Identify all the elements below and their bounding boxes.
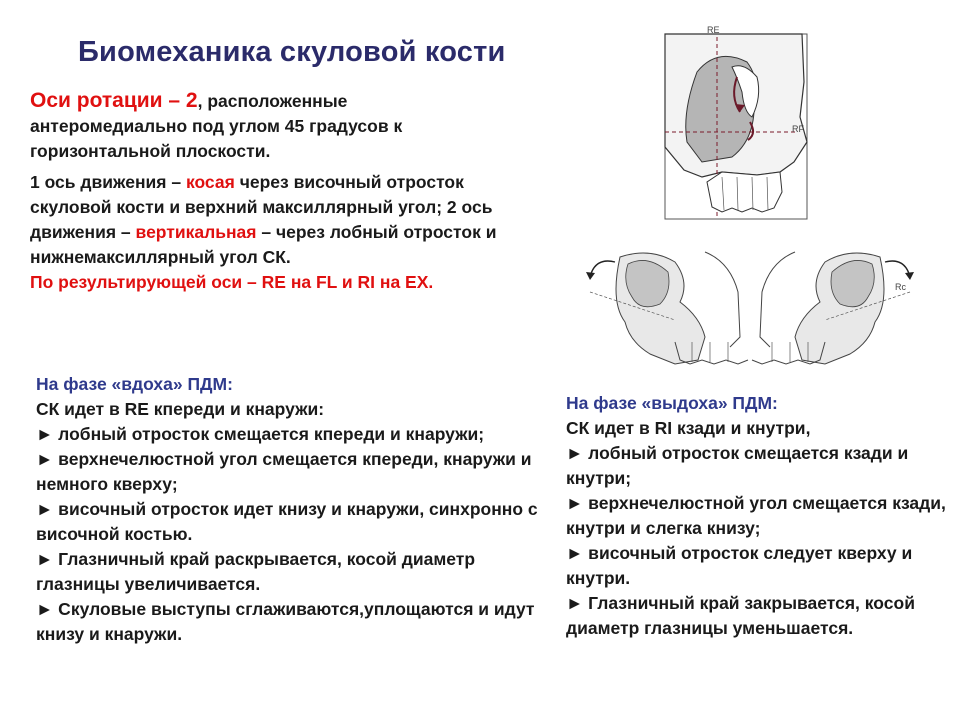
axis-description — [30, 170, 500, 270]
exhale-heading: На фазе «выдоха» ПДМ: — [566, 393, 778, 413]
rotation-axes-heading: Оси ротации – 2 — [30, 89, 198, 112]
inhale-item: ► Скуловые выступы сглаживаются,уплощаются и идут книзу и кнаружи. — [36, 599, 535, 644]
inhale-item: ► верхнечелюстной угол смещается кпереди, кнаружи и немного кверху; — [36, 449, 532, 494]
axis-1-label: 1 ось движения – — [30, 172, 186, 192]
side-label-top: RE — [707, 25, 720, 35]
inhale-phase-block — [36, 372, 546, 647]
exhale-subheading: СК идет в RI кзади и кнутри, — [566, 418, 811, 438]
exhale-item: ► Глазничный край закрывается, косой диаметр глазницы уменьшается. — [566, 593, 915, 638]
exhale-phase-block — [566, 391, 946, 641]
rotation-axes-description: , расположенные антеромедиально под углом 45 градусов к горизонтальной плоскости. — [30, 91, 403, 161]
exhale-item: ► верхнечелюстной угол смещается кзади, кнутри и слегка книзу; — [566, 493, 946, 538]
inhale-item: ► височный отросток идет книзу и кнаружи, синхронно с височной костью. — [36, 499, 538, 544]
inhale-subheading: СК идет в RE кпереди и кнаружи: — [36, 399, 325, 419]
axis-1-description: через височный отросток скуловой кости и верхний максиллярный угол; 2 ось движения – — [30, 172, 493, 242]
resultant-axis-text: По результирующей оси – RE на FL и RI на EX. — [30, 272, 434, 292]
inhale-item: ► Глазничный край раскрывается, косой диаметр глазницы увеличивается. — [36, 549, 476, 594]
exhale-item: ► лобный отросток смещается кзади и кнутри; — [566, 443, 909, 488]
rotation-axes-text — [30, 88, 500, 164]
page-title: Биомеханика скуловой кости — [78, 36, 506, 68]
inhale-item: ► лобный отросток смещается кпереди и кнаружи; — [36, 424, 485, 444]
skull-lateral-figure — [662, 22, 812, 222]
inhale-heading: На фазе «вдоха» ПДМ: — [36, 374, 233, 394]
side-label-right: RF — [792, 124, 804, 134]
exhale-item: ► височный отросток следует кверху и кнутри. — [566, 543, 913, 588]
oblique-axis-term: косая — [185, 172, 235, 192]
intro-block — [30, 88, 500, 295]
front-label: Rc — [895, 282, 906, 292]
vertical-axis-term: вертикальная — [135, 222, 257, 242]
skull-frontal-figure — [580, 242, 920, 372]
axis-2-description: – через лобный отросток и нижнемаксиллярный угол СК. — [30, 222, 497, 267]
